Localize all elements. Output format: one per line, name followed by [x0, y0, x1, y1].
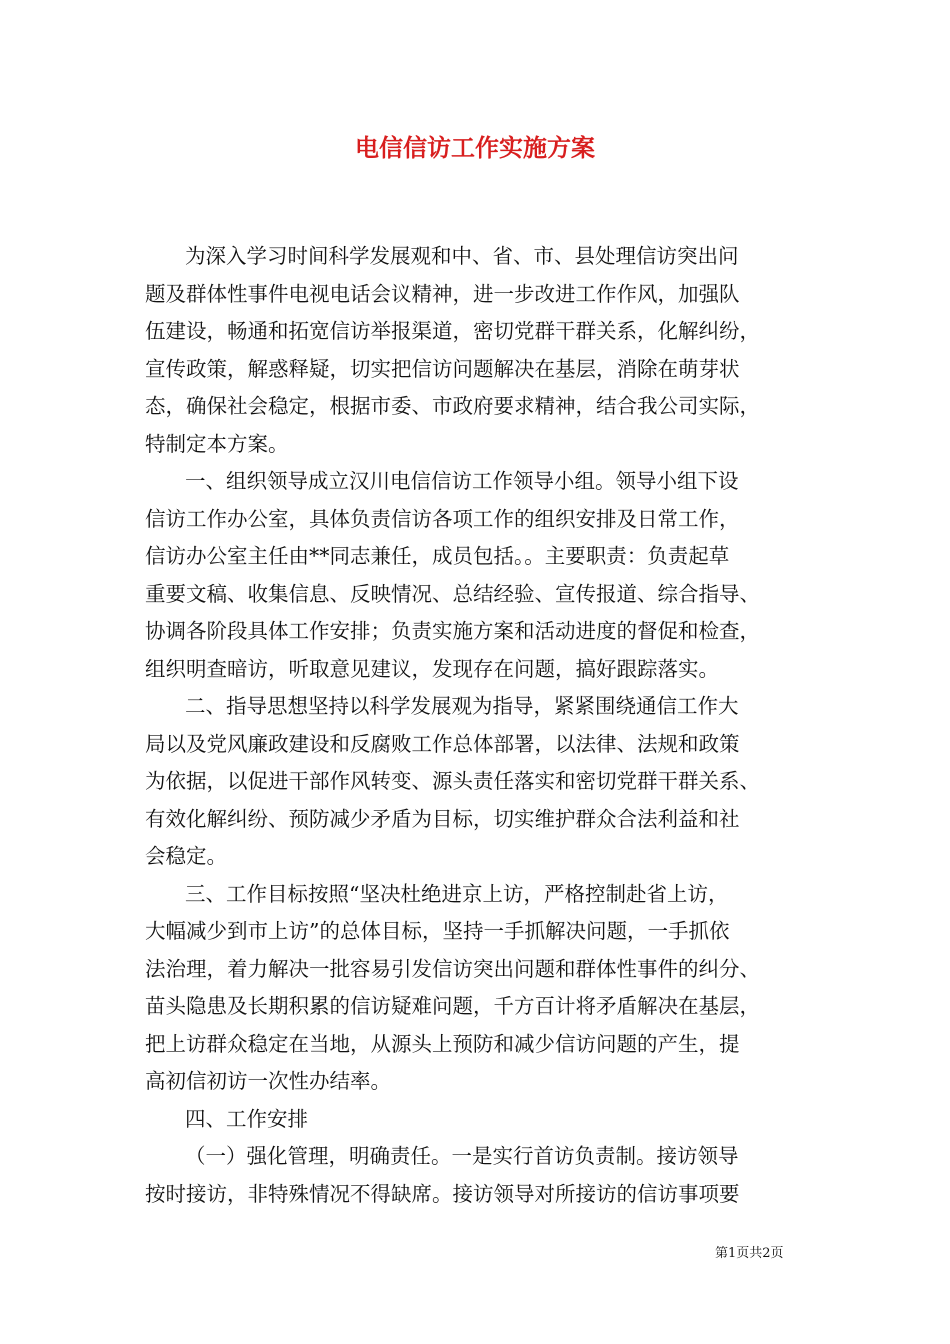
body-line: （一）强化管理，明确责任。一是实行首访负责制。接访领导: [185, 1144, 739, 1168]
body-line: 协调各阶段具体工作安排；负责实施方案和活动进度的督促和检查，: [145, 619, 760, 643]
body-line: 特制定本方案。: [145, 432, 289, 456]
body-line: 组织明查暗访，听取意见建议，发现存在问题，搞好跟踪落实。: [145, 657, 719, 681]
body-line: 宣传政策，解惑释疑，切实把信访问题解决在基层，消除在萌芽状: [145, 357, 740, 381]
body-line: 一、组织领导成立汉川电信信访工作领导小组。领导小组下设: [185, 469, 739, 493]
document-title: 电信信访工作实施方案: [355, 133, 595, 162]
body-line: 为深入学习时间科学发展观和中、省、市、县处理信访突出问: [185, 244, 739, 268]
body-line: 苗头隐患及长期积累的信访疑难问题，千方百计将矛盾解决在基层，: [145, 994, 760, 1018]
body-line: 三、工作目标按照“坚决杜绝进京上访，严格控制赴省上访，: [185, 882, 729, 906]
body-line: 题及群体性事件电视电话会议精神，进一步改进工作作风，加强队: [145, 282, 740, 306]
body-line: 局以及党风廉政建设和反腐败工作总体部署，以法律、法规和政策: [145, 732, 740, 756]
page-number: 第1页共2页: [715, 1246, 784, 1261]
body-line: 按时接访，非特殊情况不得缺席。接访领导对所接访的信访事项要: [145, 1182, 740, 1206]
body-line: 四、工作安排: [185, 1107, 308, 1131]
body-line: 伍建设，畅通和拓宽信访举报渠道，密切党群干群关系，化解纠纷，: [145, 319, 760, 343]
body-line: 把上访群众稳定在当地，从源头上预防和减少信访问题的产生，提: [145, 1032, 740, 1056]
body-line: 态，确保社会稳定，根据市委、市政府要求精神，结合我公司实际，: [145, 394, 760, 418]
body-line: 为依据，以促进干部作风转变、源头责任落实和密切党群干群关系、: [145, 769, 760, 793]
body-line: 大幅减少到市上访”的总体目标，坚持一手抓解决问题，一手抓依: [145, 919, 730, 943]
body-line: 信访工作办公室，具体负责信访各项工作的组织安排及日常工作，: [145, 507, 740, 531]
body-line: 二、指导思想坚持以科学发展观为指导，紧紧围绕通信工作大: [185, 694, 739, 718]
body-line: 重要文稿、收集信息、反映情况、总结经验、宣传报道、综合指导、: [145, 582, 760, 606]
body-line: 高初信初访一次性办结率。: [145, 1069, 391, 1093]
body-line: 法治理，着力解决一批容易引发信访突出问题和群体性事件的纠分、: [145, 957, 760, 981]
body-line: 信访办公室主任由**同志兼任，成员包括。。主要职责：负责起草: [145, 544, 730, 568]
body-line: 会稳定。: [145, 844, 227, 868]
body-line: 有效化解纠纷、预防减少矛盾为目标，切实维护群众合法利益和社: [145, 807, 740, 831]
